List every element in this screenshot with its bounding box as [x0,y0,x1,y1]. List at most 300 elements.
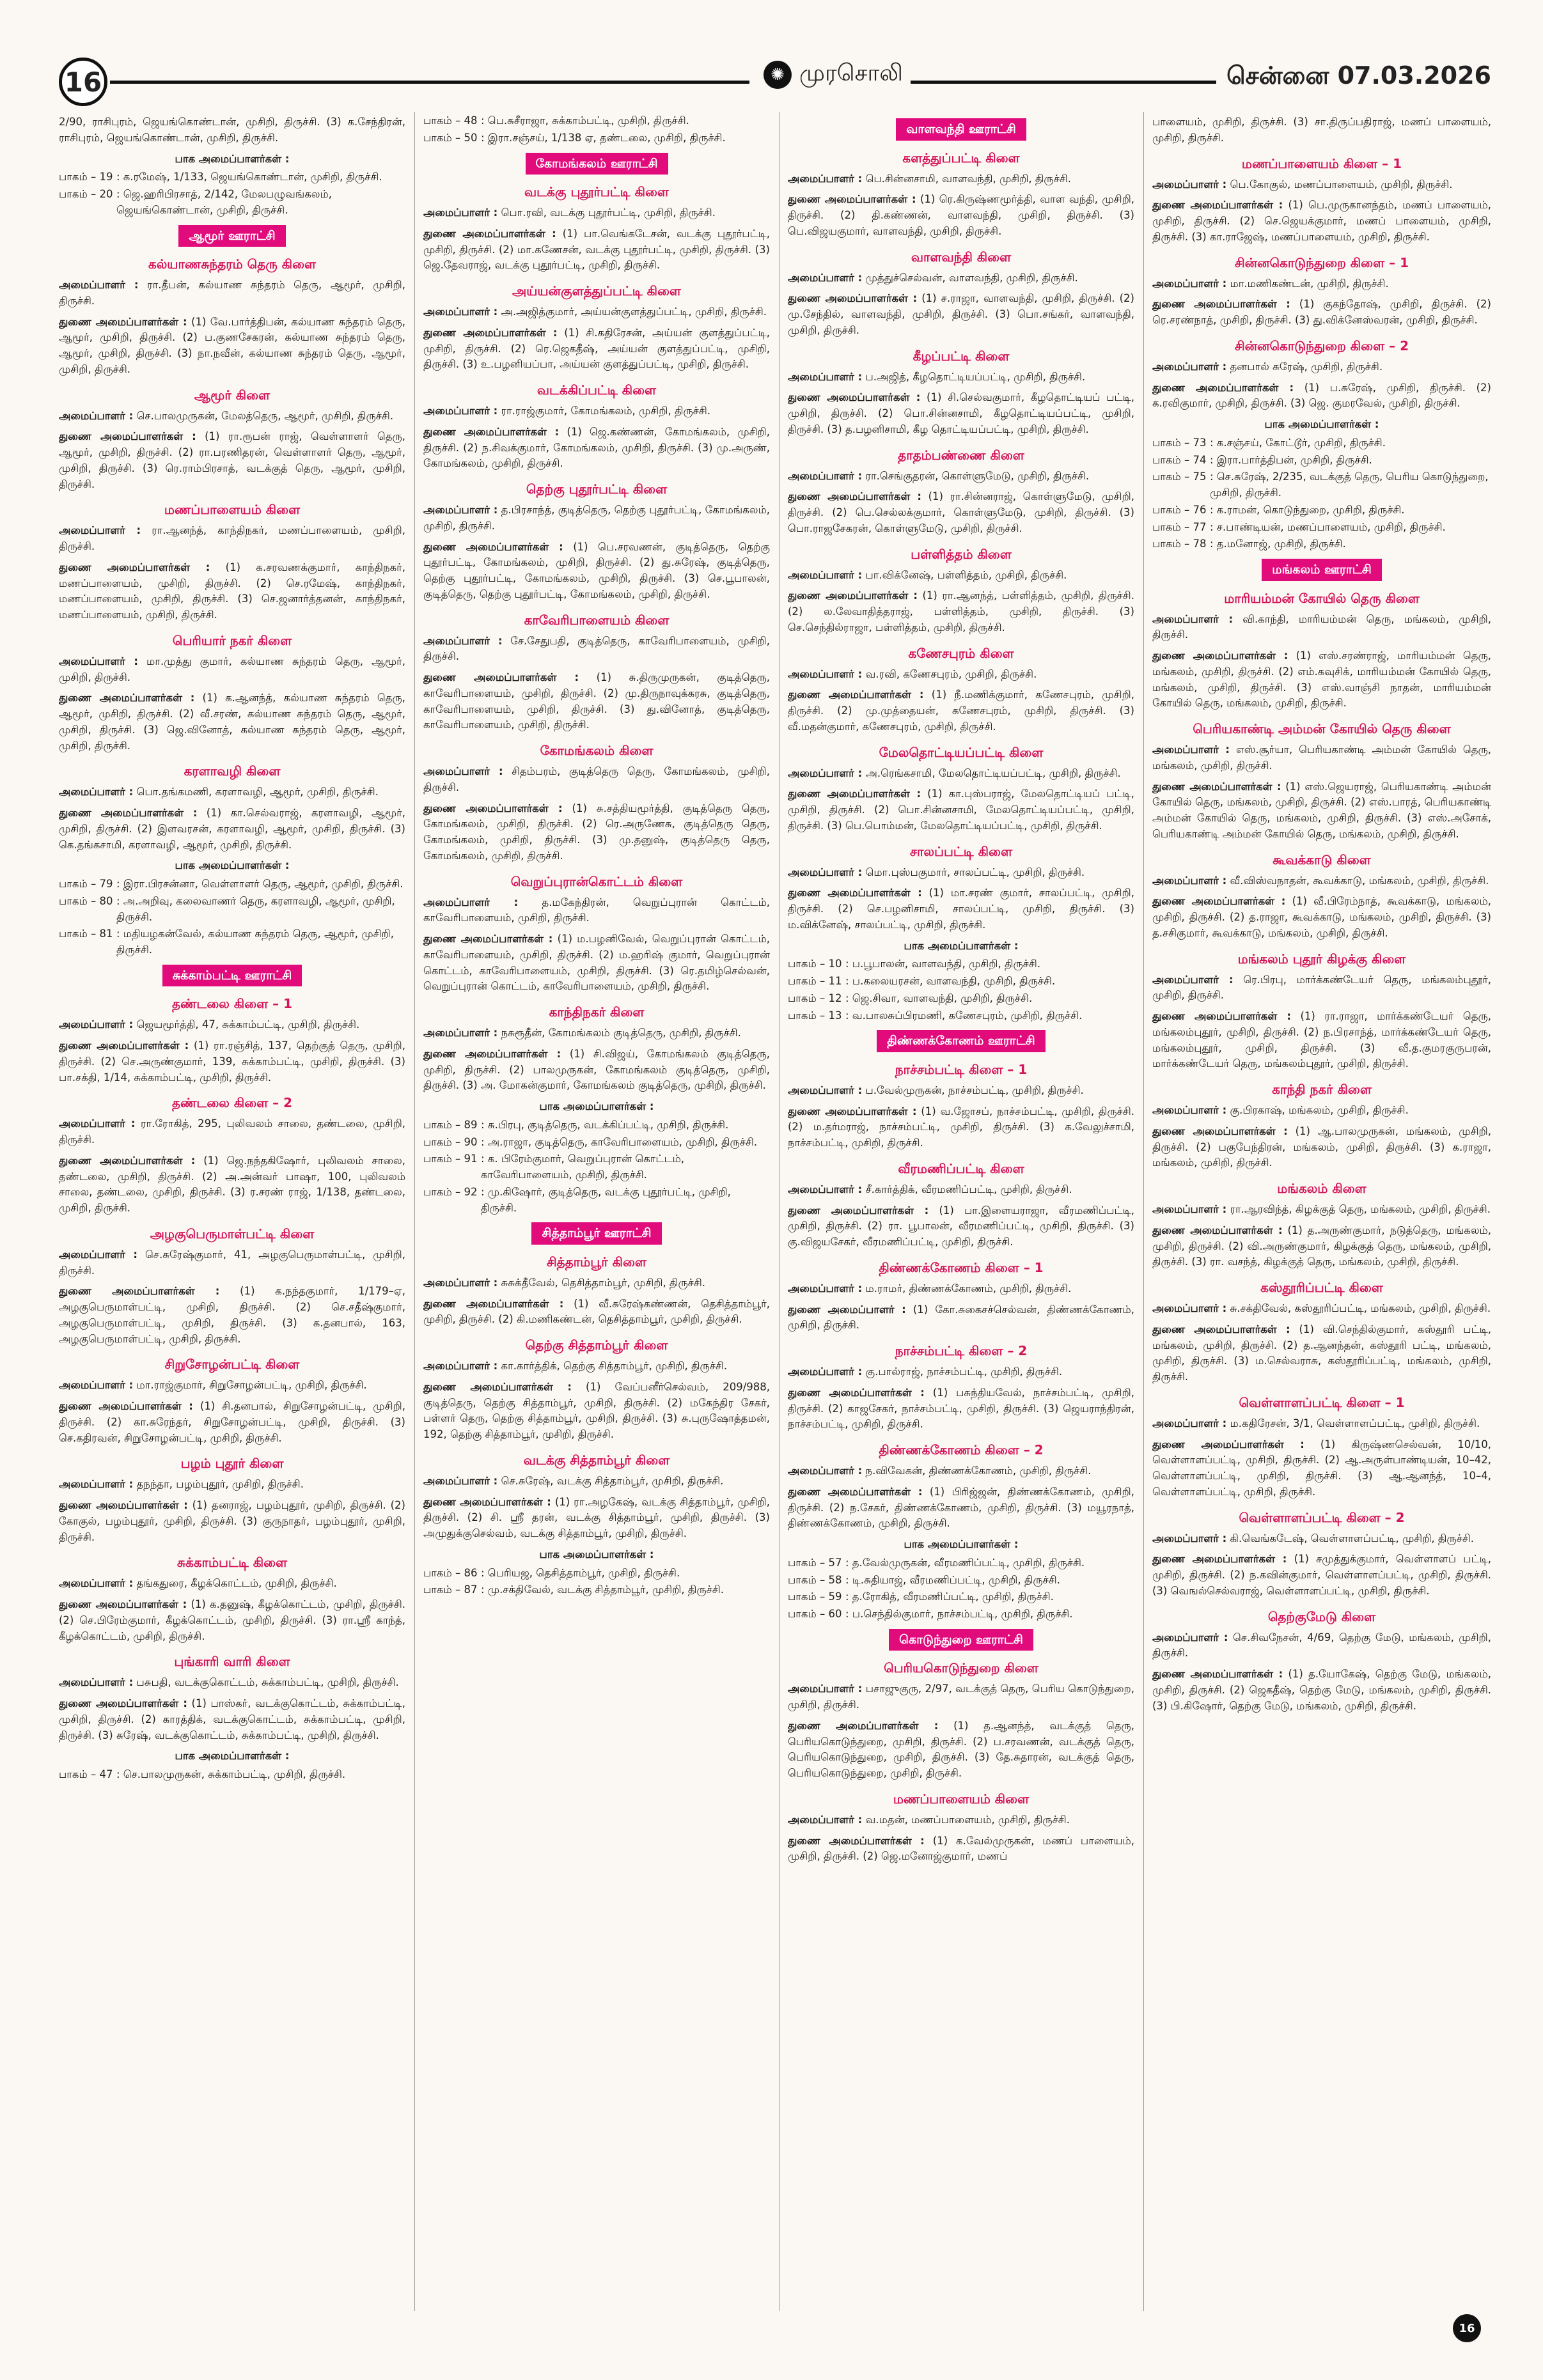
organiser-entry [423,1296,770,1328]
part-row [423,130,770,146]
organiser-entry [423,424,770,472]
names-text: (1) க.சரவணக்குமார், காந்திநகர், மணப்பாளையம், முசிறி, திருச்சி. (2) செ.ரமேஷ், காந்திநகர், மணப்பாளையம், முசிறி, திருச்சி. (3) செ.ஜனார்த்தனன், காந்திநகர், மணப்பாளையம், முசிறி, திருச்சி. [59,561,405,621]
organiser-entry [788,1083,1134,1099]
role-label: துணை அமைப்பாளர்கள் : [1152,381,1294,394]
role-label: துணை அமைப்பாளர்கள் : [59,1499,188,1511]
panchayat-banner: சித்தாம்பூர் ஊராட்சி [531,1222,661,1245]
role-label: அமைப்பாளர் : [788,1084,863,1096]
role-label: அமைப்பாளர் : [788,469,863,482]
names-text: நசுரூதீன், கோமங்கலம் குடித்தெரு, முசிறி, திருச்சி. [501,1027,741,1039]
organiser-entry [59,1038,405,1085]
names-text: (1) பாஸ்கர், வடக்குகொட்டம், சுக்காம்பட்டி, முசிறி, திருச்சி. (2) காரத்திக், வடக்குகொட்டம், சுக்காம்பட்டி, முசிறி, திருச்சி. (3) சுரேஷ், வடக்குகொட்டம், சுக்காம்பட்டி, முசிறி, திருச்சி. [59,1697,405,1741]
role-label: துணை அமைப்பாளர்கள் : [423,326,558,339]
role-label: துணை அமைப்பாளர்கள் : [788,887,922,899]
masthead [59,58,1491,102]
branch-heading: கோமங்கலம் கிளை [540,743,654,758]
organiser-entry [1152,1552,1491,1599]
role-label: அமைப்பாளர் : [1152,1532,1227,1544]
part-row [423,1151,770,1183]
branch-heading: களத்துப்பட்டி கிளை [902,150,1020,166]
names-text: (1) குகந்தோஷ், முசிறி, திருச்சி. (2) ரெ.சரண்நாத், முசிறி, திருச்சி. (3) து.விக்னேஸ்வரன், முசிறி, திருச்சி. [1152,298,1491,326]
names-text: வ.மதன், மணப்பாளையம், முசிறி, திருச்சி. [865,1813,1070,1826]
branch-heading: தாதம்பண்ணை கிளை [898,447,1024,463]
page-number-badge: 16 [59,58,107,106]
branch-heading: பெரியகாண்டி அம்மன் கோயில் தெரு கிளை [1193,721,1451,736]
role-label: அமைப்பாளர் : [59,1478,134,1491]
role-label: அமைப்பாளர் : [1152,277,1227,290]
part-row [423,1185,770,1217]
organiser-entry [59,1153,405,1217]
names-text: தனபால் சுரேஷ், முசிறி, திருச்சி. [1230,360,1383,373]
role-label: அமைப்பாளர் : [1152,178,1227,191]
organiser-entry [1152,114,1491,146]
names-text: (1) வி.செந்தில்குமார், கஸ்தூரி பட்டி, மங்கலம், முசிறி, திருச்சி. (2) த.ஆனந்தன், கஸ்தூரி பட்டி, மங்கலம், முசிறி, திருச்சி. (3) ம.செல்வராசு, கஸ்தூரிப்பட்டி, மங்கலம், முசிறி, திருச்சி. [1152,1323,1491,1383]
organiser-entry [1152,1531,1491,1547]
role-label: துணை அமைப்பாளர்கள் : [59,1598,187,1610]
part-row [788,1606,1134,1622]
names-text: பெ.கோகுல், மணப்பாளையம், முசிறி, திருச்சி. [1230,178,1453,191]
names-text: (1) வீ.பிரேம்நாத், கூவக்காடு, மங்கலம், முசிறி, திருச்சி. (2) த.ராஜா, கூவக்காடு, மங்கலம், முசிறி, திருச்சி. (3) த.சசிகுமார், கூவக்காடு, மங்கலம், முசிறி, திருச்சி. [1152,895,1491,939]
organiser-entry [788,390,1134,437]
column-1 [59,112,405,2311]
organiser-entry [423,931,770,995]
part-number: பாகம் – 59 [788,1591,842,1603]
organiser-entry [59,277,405,309]
names-text: (1) நீ.மணிக்குமார், கணேசபுரம், முசிறி, திருச்சி. (2) மு.முத்தையன், கணேசபுரம், முசிறி, திருச்சி. (3) வீ.மதன்குமார், கணேசபுரம், முசிறி, திருச்சி. [788,688,1134,733]
organiser-entry [1152,1009,1491,1072]
role-label: துணை அமைப்பாளர்கள் : [59,1400,193,1412]
role-label: அமைப்பாளர் : [1152,1302,1227,1314]
names-text: (1) எஸ்.ஜெயராஜ், பெரியகாண்டி அம்மன் கோயில் தெரு, மங்கலம், முசிறி, திருச்சி. (2) எஸ்.பாரத், பெரியகாண்டி அம்மன் கோயில் தெரு, மங்கலம், முசிறி, திருச்சி. (3) எஸ்.அசோக், பெரியகாண்டி அம்மன் கோயில் தெரு, மங்கலம், முசிறி, திருச்சி. [1152,780,1491,840]
organiser-entry [1152,1630,1491,1662]
part-organiser: : பெ.சுசீராஜா, சுக்காம்பட்டி, முசிறி, திருச்சி. [481,114,689,127]
organiser-entry [788,1281,1134,1297]
organiser-entry [788,766,1134,782]
panchayat-banner: கொடுந்துறை ஊராட்சி [889,1629,1033,1651]
organiser-entry [1152,1667,1491,1714]
names-text: செ.சுரேஷ்குமார், 41, அழகுபெருமாள்பட்டி, முசிறி, திருச்சி. [59,1248,405,1277]
part-number: பாகம் – 79 [59,878,113,890]
role-label: துணை அமைப்பாளர்கள் : [423,1495,551,1508]
role-label: அமைப்பாளர் : [423,405,498,417]
part-number: பாகம் – 60 [788,1608,842,1620]
role-label: அமைப்பாளர் : [59,655,139,667]
part-row [788,956,1134,972]
branch-heading: காந்தி நகர் கிளை [1272,1082,1372,1097]
branch-heading: சின்னகொடுந்துறை கிளை – 2 [1235,338,1409,354]
part-row [788,991,1134,1007]
branch-heading: திண்ணக்கோணம் கிளை – 1 [879,1259,1044,1275]
names-text: மா.ராஜ்குமார், சிறுசோழன்பட்டி, முசிறி, திருச்சி. [136,1379,367,1392]
role-label: அமைப்பாளர் : [423,1027,498,1039]
branch-heading: மணப்பாளையம் கிளை [893,1791,1030,1807]
names-text: (1) தனராஜ், பழம்புதூர், முசிறி, திருச்சி. (2) கோகுல், பழம்புதூர், முசிறி, திருச்சி. (3) குருநாதர், பழம்புதூர், முசிறி, திருச்சி. [59,1499,405,1543]
organiser-entry [59,560,405,623]
names-text: (1) எஸ்.சரண்ராஜ், மாரியம்மன் தெரு, மங்கலம், முசிறி, திருச்சி. (2) எம்.கவுசிக், மாரியம்மன் கோயில் தெரு, மங்கலம், முசிறி, திருச்சி. (3) எஸ்.வாஞ்சி நாதன், மாரியம்மன் கோயில் தெரு, மங்கலம், முசிறி, திருச்சி. [1152,649,1491,710]
organiser-entry [59,1116,405,1148]
role-label: அமைப்பாளர் : [788,568,863,581]
sun-logo-icon: ✺ [764,61,792,89]
panchayat-banner: திண்ணக்கோணம் ஊராட்சி [877,1030,1045,1052]
names-text: (1) சமுத்துக்குமார், வெள்ளாளப் பட்டி, முசிறி, திருச்சி. (2) ந.கவின்குமார், வெள்ளாளப்பட்டி, முசிறி, திருச்சி. (3) வெஙல்செல்வராஜ், வெள்ளாளப்பட்டி, முசிறி, திருச்சி. [1152,1553,1491,1597]
organiser-entry [1152,198,1491,245]
role-label: அமைப்பாளர் : [423,896,519,908]
organiser-entry [423,403,770,419]
names-text: (1) ப.சுரேஷ், முசிறி, திருச்சி. (2) க.ரவிகுமார், முசிறி, திருச்சி. (3) ஜெ. குமரவேல், முசிறி, திருச்சி. [1152,381,1491,410]
part-number: பாகம் – 13 [788,1009,842,1022]
organiser-entry [59,1675,405,1691]
role-label: துணை அமைப்பாளர்கள் : [1152,1668,1283,1680]
branch-heading: மாரியம்மன் கோயில் தெரு கிளை [1224,590,1420,606]
paper-name: முரசொலி [799,60,903,86]
names-text: (1) ச.ராஜா, வாளவந்தி, முசிறி, திருச்சி. (2) மு.சேந்தில், வாளவந்தி, முசிறி, திருச்சி. (3) பொ.சங்கர், வாளவந்தி, முசிறி, திருச்சி. [788,292,1134,336]
part-organisers-heading: பாக அமைப்பாளர்கள் : [904,1538,1019,1550]
part-organiser: : இரா.பிரசன்னா, வெள்ளாளர் தெரு, ஆமூர், முசிறி, திருச்சி. [116,878,403,890]
part-number: பாகம் – 48 [423,114,478,127]
role-label: துணை அமைப்பாளர்கள் : [423,933,553,945]
organiser-entry [1152,1103,1491,1119]
names-text: (1) பா.வெங்கடேசன், வடக்கு புதூர்பட்டி, முசிறி, திருச்சி. (2) மா.கணேசன், வடக்கு புதூர்பட்டி, முசிறி, திருச்சி. (3) ஜெ.தேவராஜ், வடக்கு புதூர்பட்டி, முசிறி, திருச்சி. [423,227,770,272]
part-number: பாகம் – 81 [59,928,113,940]
organiser-entry [1152,1223,1491,1270]
role-label: அமைப்பாளர் : [788,1813,863,1826]
part-number: பாகம் – 11 [788,975,842,987]
footer-page-number: 16 [1453,2314,1481,2342]
part-row [788,1589,1134,1605]
role-label: அமைப்பாளர் : [59,279,139,291]
names-text: (1) பசுந்தியவேல், நாச்சம்பட்டி, முசிறி, திருச்சி. (2) காஜசேகர், நாச்சம்பட்டி, முசிறி, திருச்சி. (3) ஜெயராந்திரன், நாச்சம்பட்டி, முசிறி, திருச்சி. [788,1386,1134,1431]
names-text: ரா.ரோகித், 295, புலிவலம் சாலை, தண்டலை, முசிறி, திருச்சி. [59,1117,405,1146]
city-date: சென்னை 07.03.2026 [1216,61,1491,93]
branch-heading: சித்தாம்பூர் கிளை [547,1254,646,1270]
branch-heading: அழகுபெருமாள்பட்டி கிளை [150,1225,315,1241]
role-label: அமைப்பாளர் : [59,409,134,422]
part-organiser: : சு.பிரபு, குடித்தெரு, வடக்கிப்பட்டி, முசிறி, திருச்சி. [481,1118,729,1131]
part-organiser: : ப.கலையரசன், வாளவந்தி, முசிறி, திருச்சி. [845,975,1056,987]
names-text: (1) த.ஆனந்த், வடக்குத் தெரு, பெரியகொடுந்துறை, முசிறி, திருச்சி. (2) ப.சரவணன், வடக்குத் தெரு, பெரியகொடுந்துறை, முசிறி, திருச்சி. (3) தே.சுதாரன், வடக்குத் தெரு, பெரியகொடுந்துறை, முசிறி, திருச்சி. [788,1719,1134,1779]
part-number: பாகம் – 89 [423,1118,478,1131]
names-text: 2/90, ராசிபுரம், ஜெயங்கொண்டான், முசிறி, திருச்சி. (3) க.சேந்திரன், ராசிபுரம், ஜெயங்கொண்டான், முசிறி, திருச்சி. [59,116,405,144]
part-organisers-heading: பாக அமைப்பாளர்கள் : [175,1750,290,1762]
organiser-entry [59,429,405,492]
names-text: (1) ம.பழனிவேல், வெறுப்புரான் கொட்டம், காவேரிபாளையம், முசிறி, திருச்சி. (2) ம.ஹரிஷ் குமார், வெறுப்புரான் கொட்டம், காவேரிபாளையம், முசிறி, திருச்சி. (3) ரெ.தமிழ்செல்வன், வெறுப்புரான் கொட்டம், காவேரிபாளையம், முசிறி, திருச்சி. [423,933,770,993]
role-label: அமைப்பாளர் : [423,1474,498,1487]
part-number: பாகம் – 12 [788,992,842,1004]
names-text: சே.சேதுபதி, குடித்தெரு, காவேரிபாளையம், முசிறி, திருச்சி. [423,634,770,663]
names-text: சிதம்பரம், குடித்தெரு தெரு, கோமங்கலம், முசிறி, திருச்சி. [423,765,770,793]
organiser-entry [423,764,770,796]
role-label: அமைப்பாளர் : [59,524,141,537]
organiser-entry [423,304,770,320]
part-number: பாகம் – 47 [59,1768,113,1780]
part-row [1152,502,1491,518]
branch-heading: வடக்கு சித்தாம்பூர் கிளை [523,1452,670,1468]
organiser-entry [1152,873,1491,889]
organiser-entry [788,885,1134,933]
role-label: அமைப்பாளர் : [788,271,863,284]
role-label: அமைப்பாளர் : [1152,874,1227,887]
organiser-entry [788,568,1134,584]
branch-heading: சின்னகொடுந்துறை கிளை – 1 [1235,254,1409,270]
organiser-entry [59,1696,405,1743]
role-label: அமைப்பாளர் : [788,370,863,383]
organiser-entry [788,369,1134,385]
role-label: அமைப்பாளர் : [788,667,863,680]
branch-heading: வடக்கிப்பட்டி கிளை [537,382,657,398]
organiser-entry [1152,297,1491,329]
role-label: அமைப்பாளர் : [788,1683,863,1695]
names-text: (1) வ.ஜோசப், நாச்சம்பட்டி, முசிறி, திருச்சி. (2) ம.தர்மராஜ், நாச்சம்பட்டி, முசிறி, திருச்சி. (3) க.வேலுச்சாமி, நாச்சம்பட்டி, முசிறி, திருச்சி. [788,1105,1134,1149]
role-label: அமைப்பாளர் : [1152,1104,1227,1116]
organiser-entry [423,1275,770,1291]
role-label: துணை அமைப்பாளர்கள் : [1152,1010,1291,1022]
organiser-entry [788,1681,1134,1713]
role-label: துணை அமைப்பாளர்கள் : [423,671,579,683]
branch-heading: பெரியார் நகர் கிளை [172,632,292,648]
part-row [59,1767,405,1783]
role-label: துணை அமைப்பாளர்கள் : [423,540,563,553]
branch-heading: புங்காரி வாரி கிளை [174,1654,290,1670]
organiser-entry [59,523,405,555]
organiser-entry [1152,779,1491,843]
role-label: துணை அமைப்பாளர்கள் : [1152,1438,1304,1451]
role-label: துணை அமைப்பாளர்கள் : [59,1285,220,1298]
part-row [1152,435,1491,451]
organiser-entry [788,1182,1134,1198]
part-organiser: : த.மனோஜ், முசிறி, திருச்சி. [1210,538,1346,550]
part-row [423,1135,770,1151]
role-label: துணை அமைப்பாளர்கள் : [1152,1124,1288,1137]
role-label: துணை அமைப்பாளர்கள் : [788,1204,929,1217]
part-organiser: : செ.பாலமுருகன், சுக்காம்பட்டி, முசிறி, திருச்சி. [116,1768,346,1780]
part-number: பாகம் – 91 [423,1153,478,1165]
names-text: அ.அஜித்குமார், அய்யன்குளத்துப்பட்டி, முசிறி, திருச்சி. [501,306,767,318]
role-label: துணை அமைப்பாளர்கள் : [59,692,195,704]
names-text: (1) க.வேல்முருகன், மணப் பாளையம், முசிறி, திருச்சி. (2) ஜெ.மனோஜ்குமார், மணப் [788,1834,1134,1863]
branch-heading: வாளவந்தி கிளை [911,249,1012,265]
names-text: வி.காந்தி, மாரியம்மன் தெரு, மங்கலம், முசிறி, திருச்சி. [1152,612,1491,641]
organiser-entry [59,1017,405,1033]
names-text: தநந்தா, பழம்புதூர், முசிறி, திருச்சி. [136,1478,304,1491]
role-label: அமைப்பாளர் : [1152,1417,1227,1429]
branch-heading: மணப்பாளையம் கிளை [164,502,301,518]
role-label: அமைப்பாளர் : [423,306,498,318]
role-label: துணை அமைப்பாளர்கள் : [1152,1553,1287,1566]
names-text: ம.ராமர், திண்ணக்கோணம், முசிறி, திருச்சி. [865,1282,1072,1295]
organiser-entry [1152,276,1491,292]
part-organiser: : மதியழகன்வேல், கல்யாண சுந்தரம் தெரு, ஆமூர், முசிறி, திருச்சி. [116,928,394,956]
role-label: துணை அமைப்பாளர்கள் : [788,788,921,800]
part-number: பாகம் – 73 [1152,436,1207,449]
part-row [1152,536,1491,552]
role-label: துணை அமைப்பாளர் : [788,1303,906,1316]
organiser-entry [423,1025,770,1041]
names-text: (1) சி.தனபால், சிறுசோழன்பட்டி, முசிறி, திருச்சி. (2) கா.சுரேந்தர், சிறுசோழன்பட்டி, முசிறி, திருச்சி. (3) செ.கதிரவன், சிறுசோழன்பட்டி, முசிறி, திருச்சி. [59,1400,405,1444]
role-label: துணை அமைப்பாளர்கள் : [59,315,187,328]
role-label: துணை அமைப்பாளர்கள் : [788,1485,923,1498]
organiser-entry [788,1484,1134,1532]
part-row [788,1555,1134,1571]
names-text: செ.பாலமுருகன், மேலத்தெரு, ஆமூர், முசிறி, திருச்சி. [136,409,394,422]
names-text: (1) க.நந்தகுமார், 1/179–ஏ, அழகுபெருமாள்பட்டி, முசிறி, திருச்சி. (2) செ.சதீஷ்குமார், அழகுபெருமாள்பட்டி, முசிறி, திருச்சி. (3) க.தனபால், 163, அழகுபெருமாள்பட்டி, முசிறி, திருச்சி. [59,1285,405,1345]
branch-heading: வீரமணிப்பட்டி கிளை [898,1160,1024,1176]
organiser-entry [59,784,405,800]
names-text: (1) ரா.ராஜா, மார்க்கண்டேயர் தெரு, மங்கலம்புதூர், முசிறி, திருச்சி. (2) ந.பிரசாந்த், மார்க்கண்டேயர் தெரு, மங்கலம்புதூர், முசிறி, திருச்சி. (3) வீ.த.குமரகுருபரன், மார்க்கண்டேயர் தெரு, மங்கலம்புதூர், முசிறி, திருச்சி. [1152,1010,1491,1070]
part-organiser: : ஜெ.ஹரிபிரசாத், 2/142, மேலபழுவங்கலம், ஜெயங்கொண்டான், முசிறி, திருச்சி. [116,188,332,216]
part-row [1152,469,1491,501]
role-label: துணை அமைப்பாளர்கள் : [423,802,563,814]
part-number: பாகம் – 20 [59,188,113,200]
part-row [423,113,770,129]
organiser-entry [423,540,770,603]
role-label: அமைப்பாளர் : [788,1465,863,1477]
role-label: துணை அமைப்பாளர்கள் : [788,1386,925,1399]
names-text: (1) கா.புஸ்பராஜ், மேலதொட்டியப் பட்டி, முசிறி, திருச்சி. (2) பொ.சின்னசாமி, மேலதொட்டியப்பட்டி, முசிறி, திருச்சி. (3) பெ.பொம்மன், மேலதொட்டியப்பட்டி, முசிறி, திருச்சி. [788,788,1134,832]
role-label: அமைப்பாளர் : [423,504,498,516]
names-text: பாளையம், முசிறி, திருச்சி. (3) சா.திருப்பதிராஜ், மணப் பாளையம், முசிறி, திருச்சி. [1152,116,1491,144]
organiser-entry [59,1284,405,1347]
organiser-entry [788,192,1134,239]
names-text: (1) கோ.சுகைசச்செல்வன், திண்ணக்கோணம், முசிறி, திருச்சி. [788,1303,1134,1332]
names-text: (1) ஜெ.கண்ணன், கோமங்கலம், முசிறி, திருச்சி. (2) ந.சிவக்குமார், கோமங்கலம், முசிறி, திருச்சி. (3) மு.அருண், கோமங்கலம், முசிறி, திருச்சி. [423,425,770,470]
paper-title [756,60,911,89]
organiser-entry [788,1364,1134,1380]
role-label: துணை அமைப்பாளர்கள் : [1152,895,1286,908]
part-number: பாகம் – 75 [1152,471,1207,483]
part-number: பாகம் – 58 [788,1573,842,1586]
names-text: (1) க.ஆனந்த், கல்யாண சுந்தரம் தெரு, ஆமூர், முசிறி, திருச்சி. (2) வீ.சரண், கல்யாண சுந்தரம் தெரு, ஆமூர், முசிறி, திருச்சி. (3) ஜெ.வினோத், கல்யாண சுந்தரம் தெரு, ஆமூர், முசிறி, திருச்சி. [59,692,405,752]
organiser-entry [423,895,770,927]
names-text: (1) ரா.ஆனந்த், பள்ளித்தம், முசிறி, திருச்சி. (2) ல.லேவாதித்தராஜ், பள்ளித்தம், முசிறி, திருச்சி. (3) செ.செந்தில்ராஜா, பள்ளித்தம், முசிறி, திருச்சி. [788,589,1134,634]
organiser-entry [1152,1437,1491,1500]
part-organiser: : க.சஞ்சய், கோட்டூர், முசிறி, திருச்சி. [1210,436,1386,449]
names-text: ஜெயமூர்த்தி, 47, சுக்காம்பட்டி, முசிறி, திருச்சி. [136,1018,360,1031]
names-text: (1) சி.விஜய், கோமங்கலம் குடித்தெரு, முசிறி, திருச்சி. (2) பாலமுருகன், கோமங்கலம் குடித்தெரு, முசிறி, திருச்சி. (3) அ. மோகன்குமார், கோமங்கலம் குடித்தெரு, முசிறி, திருச்சி. [423,1047,770,1092]
part-organiser: : ப.செந்தில்குமார், நாச்சம்பட்டி, முசிறி, திருச்சி. [845,1608,1073,1620]
role-label: துணை அமைப்பாளர்கள் : [788,193,916,206]
names-text: (1) ஜெ.நந்தகிஷோர், புலிவலம் சாலை, தண்டலை, முசிறி, திருச்சி. (2) அ.அன்வர் பாஷா, 100, புலிவலம் சாலை, தண்டலை, முசிறி, திருச்சி. (3) ர.சரண் ராஜ், 1/138, தண்டலை, முசிறி, திருச்சி. [59,1154,405,1214]
branch-heading: கஸ்தூரிப்பட்டி கிளை [1260,1280,1383,1295]
organiser-entry [788,1718,1134,1782]
part-row [788,974,1134,990]
column-divider [414,112,415,2311]
role-label: துணை அமைப்பாளர்கள் : [788,1834,925,1847]
organiser-entry [59,1247,405,1279]
part-organiser: : க.ராமன், கொடுந்துறை, முசிறி, திருச்சி. [1210,503,1405,516]
names-text: ரெ.பிரபு, மார்க்கண்டேயர் தெரு, மங்கலம்புதூர், முசிறி, திருச்சி. [1152,973,1491,1002]
names-text: அ.ரெங்கசாமி, மேலதொட்டியப்பட்டி, முசிறி, திருச்சி. [865,766,1121,779]
part-number: பாகம் – 77 [1152,520,1207,533]
panchayat-banner: மங்கலம் ஊராட்சி [1262,559,1381,581]
branch-heading: கூவக்காடு கிளை [1273,852,1371,867]
organiser-entry [788,1385,1134,1433]
role-label: அமைப்பாளர் : [1152,1631,1228,1644]
organiser-entry [59,114,405,146]
names-text: கு.பால்ராஜ், நாச்சம்பட்டி, முசிறி, திருச்சி. [865,1365,1063,1378]
branch-heading: வெள்ளாளப்பட்டி கிளை – 1 [1239,1394,1405,1410]
organiser-entry [59,1378,405,1394]
part-number: பாகம் – 74 [1152,453,1207,466]
names-text: (1) சு.திருமுருகன், குடித்தெரு, காவேரிபாளையம், முசிறி, திருச்சி. (2) மு.திருநாவுக்கரசு, குடித்தெரு, காவேரிபாளையம், முசிறி, திருச்சி. (3) து.வினோத், குடித்தெரு, காவேரிபாளையம், முசிறி, திருச்சி. [423,671,770,731]
branch-heading: கீழப்பட்டி கிளை [912,348,1010,364]
names-text: (1) ரா.ரஞ்சித், 137, தெற்குத் தெரு, முசிறி, திருச்சி. (2) செ.அருண்குமார், 139, சுக்காம்பட்டி, முசிறி, திருச்சி. (3) பா.சக்தி, 1/14, சுக்காம்பட்டி, முசிறி, திருச்சி. [59,1039,405,1084]
organiser-entry [788,1302,1134,1334]
organiser-entry [59,1576,405,1592]
part-organiser: : அ.அறிவு, கலைவாணர் தெரு, கரளாவழி, ஆமூர், முசிறி, திருச்சி. [116,894,395,923]
part-organisers-heading: பாக அமைப்பாளர்கள் : [175,859,290,872]
part-organiser: : த.வேல்முருகன், வீரமணிப்பட்டி, முசிறி, திருச்சி. [845,1556,1085,1569]
organiser-entry [423,634,770,665]
role-label: அமைப்பாளர் : [59,1676,134,1689]
part-organisers-heading: பாக அமைப்பாளர்கள் : [539,1548,654,1560]
part-number: பாகம் – 87 [423,1583,478,1596]
organiser-entry [788,171,1134,187]
names-text: (1) சி.செல்வகுமார், கீழதொட்டியப் பட்டி, முசிறி, திருச்சி. (2) பொ.சின்னசாமி, கீழதொட்டியப்பட்டி, முசிறி, திருச்சி. (3) த.பழனிசாமி, கீழ தொட்டியப்பட்டி, முசிறி, திருச்சி. [788,391,1134,435]
role-label: துணை அமைப்பாளர்கள் : [59,1154,196,1167]
names-text: சுசுக்தீவேல், தெசித்தாம்பூர், முசிறி, திருச்சி. [501,1276,706,1289]
names-text: சீ.கார்த்திக், வீரமணிப்பட்டி, முசிறி, திருச்சி. [865,1183,1072,1195]
role-label: அமைப்பாளர் : [59,1117,136,1130]
organiser-entry [788,1463,1134,1479]
part-number: பாகம் – 50 [423,131,478,144]
part-organiser: : த.ரோகித், வீரமணிப்பட்டி, முசிறி, திருச்சி. [845,1591,1054,1603]
organiser-entry [1152,1416,1491,1432]
role-label: அமைப்பாளர் : [59,786,134,798]
column-divider [1143,112,1144,2311]
branch-heading: கல்யாணசுந்தரம் தெரு கிளை [148,256,317,272]
organiser-entry [59,315,405,378]
branch-heading: சுக்காம்பட்டி கிளை [176,1555,288,1571]
organiser-entry [59,408,405,424]
names-text: (1) ரா.சின்னராஜ், கொள்ளுமேடு, முசிறி, திருச்சி. (2) பெ.செல்லக்குமார், கொள்ளுமேடு, முசிறி, திருச்சி. (3) பொ.ராஜசேகரன், கொள்ளுமேடு, முசிறி, திருச்சி. [788,490,1134,534]
names-text: ந.விவேகன், திண்ணக்கோணம், முசிறி, திருச்சி. [865,1465,1092,1477]
organiser-entry [59,1498,405,1545]
organiser-entry [788,469,1134,485]
organiser-entry [788,786,1134,834]
names-text: (1) கா.செல்வராஜ், கரளாவழி, ஆமூர், முசிறி, திருச்சி. (2) இளவரசன், கரளாவழி, ஆமூர், முசிறி, திருச்சி. (3) கெ.தங்கசாமி, கரளாவழி, ஆமூர், முசிறி, திருச்சி. [59,807,405,851]
part-organiser: : வ.பாலசுப்பிரமணி, கணேசபுரம், முசிறி, திருச்சி. [845,1009,1083,1022]
names-text: பெ.சின்னசாமி, வாளவந்தி, முசிறி, திருச்சி. [865,172,1072,185]
organiser-entry [423,325,770,373]
part-organiser: : பெரியஜ, தெசித்தாம்பூர், முசிறி, திருச்சி. [481,1566,680,1579]
organiser-entry [1152,648,1491,712]
organiser-entry [423,1046,770,1094]
role-label: துணை அமைப்பாளர்கள் : [423,1047,561,1060]
role-label: அமைப்பாளர் : [423,634,503,647]
part-row [423,1566,770,1582]
part-organiser: : க. பிரேம்குமார், வெறுப்புரான் கொட்டம், காவேரிபாளையம், முசிறி, திருச்சி. [481,1153,685,1181]
names-text: (1) த.யோகேஷ், தெற்கு மேடு, மங்கலம், முசிறி, திருச்சி. (2) ஜெகதீஷ், தெற்கு மேடு, மங்கலம், முசிறி, திருச்சி. (3) பி.கிஷோர், தெற்கு மேடு, மங்கலம், முசிறி, திருச்சி. [1152,1668,1491,1712]
organiser-entry [423,1474,770,1489]
role-label: துணை அமைப்பாளர்கள் : [788,490,922,503]
part-number: பாகம் – 76 [1152,503,1207,516]
branch-heading: சிறுசோழன்பட்டி கிளை [164,1357,300,1373]
organiser-entry [59,1399,405,1446]
branch-heading: தண்டலை கிளை – 1 [171,996,293,1012]
branch-heading: நாச்சம்பட்டி கிளை – 2 [895,1343,1028,1358]
role-label: துணை அமைப்பாளர்கள் : [423,1297,564,1310]
branch-heading: தண்டலை கிளை – 2 [171,1095,293,1111]
organiser-entry [423,801,770,864]
branch-heading: அய்யன்குளத்துப்பட்டி கிளை [512,283,681,299]
names-text: (1) வீ.சுரேஷ்கண்ணன், தெசித்தாம்பூர், முசிறி, திருச்சி. (2) கி.மணிகண்டன், தெசித்தாம்பூர், முசிறி, திருச்சி. [423,1297,770,1326]
names-text: ரா.ஆனந்த், காந்திநகர், மணப்பாளையம், முசிறி, திருச்சி. [59,524,405,552]
part-organiser: : ப.பூபாலன், வாளவந்தி, முசிறி, திருச்சி. [845,958,1041,970]
role-label: துணை அமைப்பாளர்கள் : [1152,780,1281,793]
names-text: முத்துச்செல்வன், வாளவந்தி, முசிறி, திருச்சி. [865,271,1078,284]
role-label: அமைப்பாளர் : [423,765,503,777]
branch-heading: ஆமூர் கிளை [194,387,270,403]
